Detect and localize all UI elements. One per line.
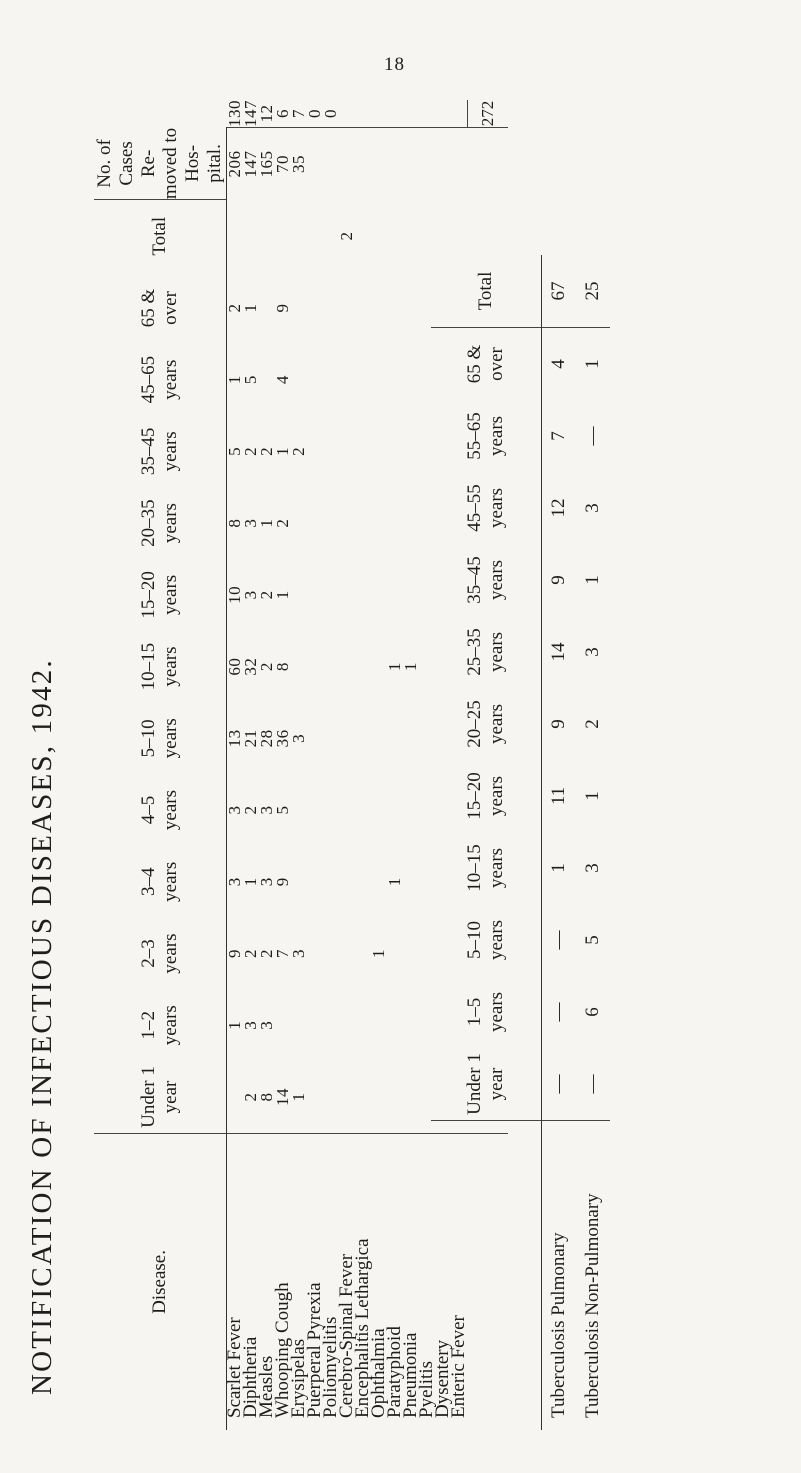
table-cell: 2 — [582, 719, 603, 729]
table-cell: 14 — [548, 642, 569, 662]
table-cell — [371, 128, 387, 200]
table-cell — [323, 416, 339, 488]
table-row — [355, 100, 371, 1430]
table-row — [275, 100, 291, 1430]
rotated-content — [86, 100, 603, 1430]
disease-name: Tuberculosis Pulmonary — [542, 1121, 577, 1431]
table-cell: 70 — [273, 154, 292, 173]
table-cell — [371, 100, 387, 128]
table-row — [387, 100, 403, 1430]
table-cell — [339, 846, 355, 918]
table-cell: 9 — [273, 303, 292, 313]
disease-name: Diphtheria — [243, 1133, 259, 1430]
table-cell — [355, 702, 371, 774]
tb-table-body — [542, 255, 611, 1430]
table-cell: 2 — [241, 446, 260, 456]
table-cell: 1 — [582, 791, 603, 801]
table-cell: 1 — [582, 359, 603, 369]
table-cell: 9 — [225, 949, 244, 959]
table-cell: 4 — [273, 375, 292, 385]
table-cell: 5 — [241, 375, 260, 385]
table-cell: 9 — [273, 877, 292, 887]
table-cell: 1 — [548, 863, 569, 873]
header-2-3: 2–3 years — [94, 918, 227, 990]
tb-header-25-35: 25–35 years — [431, 616, 542, 688]
table-cell: 21 — [241, 729, 260, 748]
table-cell: 3 — [225, 805, 244, 815]
table-cell — [339, 702, 355, 774]
table-cell — [371, 1061, 387, 1133]
table-cell: 206 — [225, 150, 244, 178]
table-cell — [371, 200, 387, 272]
header-65-over: 65 & over — [94, 272, 227, 344]
removed-total: 272 — [468, 100, 509, 128]
table-cell — [387, 100, 403, 128]
disease-name: Puerperal Pyrexia — [307, 1133, 323, 1430]
table-cell — [307, 989, 323, 1061]
table-cell: 3 — [289, 949, 308, 959]
table-cell — [339, 344, 355, 416]
table-cell: 0 — [307, 100, 323, 128]
table-row — [339, 100, 355, 1430]
table-cell: 2 — [273, 518, 292, 528]
table-cell: 60 — [225, 657, 244, 676]
table-cell — [323, 272, 339, 344]
tb-header-65-over: 65 & over — [431, 328, 542, 401]
table-cell — [371, 487, 387, 559]
table-cell — [387, 989, 403, 1061]
disease-name: Encephalitis Lethargica — [355, 1133, 371, 1430]
table-cell — [291, 989, 307, 1061]
table-cell — [451, 100, 468, 128]
table-row — [371, 100, 387, 1430]
table-cell — [371, 272, 387, 344]
table-cell — [403, 487, 419, 559]
table-cell: 7 — [548, 431, 569, 441]
header-under-1: Under 1 year — [94, 1061, 227, 1133]
tb-header-15-20: 15–20 years — [431, 760, 542, 832]
table-cell — [403, 846, 419, 918]
table-cell: 7 — [273, 949, 292, 959]
table-cell: 3 — [582, 503, 603, 513]
table-cell — [307, 344, 323, 416]
disease-name: Ophthalmia — [371, 1133, 387, 1430]
table-cell: — — [582, 1074, 603, 1094]
header-4-5: 4–5 years — [94, 774, 227, 846]
table-cell — [259, 200, 275, 272]
table-cell: 1 — [241, 303, 260, 313]
table-cell: 2 — [241, 1092, 260, 1102]
table-cell: 12 — [259, 100, 275, 128]
table-cell: 3 — [241, 590, 260, 600]
disease-name: Whooping Cough — [275, 1133, 291, 1430]
page-number: 18 — [384, 54, 405, 75]
table-cell — [323, 631, 339, 703]
table-cell: 1 — [241, 877, 260, 887]
table-cell: 4 — [548, 359, 569, 369]
table-cell — [307, 846, 323, 918]
tb-header-45-55: 45–55 years — [431, 472, 542, 544]
table-cell — [307, 1061, 323, 1133]
table-cell: 1 — [289, 1092, 308, 1102]
table-cell: 8 — [225, 518, 244, 528]
table-cell — [387, 200, 403, 272]
table-cell — [275, 989, 291, 1061]
tb-header-5-10: 5–10 years — [431, 904, 542, 976]
table-cell — [403, 1061, 419, 1133]
table-row — [542, 255, 577, 1430]
table-cell — [371, 416, 387, 488]
tb-table — [431, 255, 610, 1430]
table-cell — [371, 559, 387, 631]
table-cell — [323, 344, 339, 416]
disease-name: Measles — [259, 1133, 275, 1430]
table-cell — [339, 272, 355, 344]
table-cell: 1 — [582, 575, 603, 585]
table-cell: 8 — [273, 662, 292, 672]
header-3-4: 3–4 years — [94, 846, 227, 918]
table-cell: 3 — [257, 877, 276, 887]
table-cell — [355, 128, 371, 200]
table-cell — [355, 559, 371, 631]
table-cell: 1 — [385, 662, 404, 672]
table-cell — [339, 128, 355, 200]
table-cell — [387, 702, 403, 774]
table-cell — [419, 100, 435, 128]
table-cell — [291, 272, 307, 344]
table-cell — [403, 989, 419, 1061]
table-cell — [468, 128, 509, 200]
header-45-65: 45–65 years — [94, 344, 227, 416]
table-cell — [387, 416, 403, 488]
header-5-10: 5–10 years — [94, 702, 227, 774]
table-row — [243, 100, 259, 1430]
header-15-20: 15–20 years — [94, 559, 227, 631]
table-cell — [371, 344, 387, 416]
table-cell — [275, 200, 291, 272]
table-cell — [307, 774, 323, 846]
table-cell — [291, 487, 307, 559]
table-cell: 2 — [241, 949, 260, 959]
table-cell — [307, 559, 323, 631]
table-cell — [307, 918, 323, 990]
table-cell — [355, 272, 371, 344]
table-cell: — — [582, 426, 603, 446]
table-cell — [435, 100, 451, 128]
table-cell: 1 — [273, 446, 292, 456]
table-cell — [403, 344, 419, 416]
table-cell: 3 — [257, 1020, 276, 1030]
table-row — [307, 100, 323, 1430]
table-cell: 1 — [225, 375, 244, 385]
table-cell: 1 — [257, 518, 276, 528]
table-cell — [307, 128, 323, 200]
table-cell — [339, 631, 355, 703]
table-cell — [403, 100, 419, 128]
table-cell — [355, 774, 371, 846]
table-cell: 3 — [257, 805, 276, 815]
tb-header-35-45: 35–45 years — [431, 544, 542, 616]
table-row — [403, 100, 419, 1430]
table-cell — [307, 416, 323, 488]
header-1-2: 1–2 years — [94, 989, 227, 1061]
table-cell: 14 — [273, 1088, 292, 1106]
table-cell: 2 — [257, 446, 276, 456]
header-10-15: 10–15 years — [94, 631, 227, 703]
disease-name: Scarlet Fever — [227, 1133, 244, 1430]
table-cell — [339, 774, 355, 846]
page-title: NOTIFICATION OF INFECTIOUS DISEASES, 1942. — [26, 658, 58, 1395]
table-cell: — — [548, 930, 569, 950]
table-cell: 1 — [273, 590, 292, 600]
table-cell — [307, 487, 323, 559]
table-cell — [403, 272, 419, 344]
table-cell — [323, 128, 339, 200]
table-cell: 6 — [275, 100, 291, 128]
disease-name: Tuberculosis Non-Pulmonary — [576, 1121, 610, 1431]
table-cell: 2 — [225, 303, 244, 313]
table-cell: 9 — [548, 575, 569, 585]
table-cell — [355, 989, 371, 1061]
table-cell — [339, 918, 355, 990]
disease-name: Poliomyelitis — [323, 1133, 339, 1430]
table-cell: 2 — [337, 231, 356, 241]
table-cell — [387, 774, 403, 846]
tb-header-1-5: 1–5 years — [431, 976, 542, 1048]
table-cell: 35 — [289, 154, 308, 173]
table-cell — [227, 200, 244, 272]
table-cell — [323, 989, 339, 1061]
table-cell: — — [548, 1074, 569, 1094]
table-cell — [339, 416, 355, 488]
table-cell — [387, 128, 403, 200]
table-cell: 5 — [582, 935, 603, 945]
table-cell: 6 — [582, 1007, 603, 1017]
table-cell — [387, 487, 403, 559]
table-cell: 1 — [401, 662, 420, 672]
header-removed: No. of Cases Re-moved to Hos-pital. — [94, 127, 225, 200]
header-35-45: 35–45 years — [94, 416, 227, 488]
disease-name: Dysentery — [435, 1133, 451, 1430]
table-cell — [435, 128, 451, 200]
table-cell — [355, 631, 371, 703]
table-cell: 165 — [257, 150, 276, 178]
table-cell: 1 — [369, 949, 388, 959]
table-cell — [291, 344, 307, 416]
disease-name: Cerebro-Spinal Fever — [339, 1133, 355, 1430]
main-header-row — [94, 100, 227, 1430]
table-cell — [387, 272, 403, 344]
disease-name: Enteric Fever — [451, 1133, 468, 1430]
table-cell — [339, 487, 355, 559]
table-cell — [371, 989, 387, 1061]
table-cell — [307, 631, 323, 703]
table-cell — [323, 1061, 339, 1133]
tb-header-10-15: 10–15 years — [431, 832, 542, 904]
table-cell: 2 — [289, 446, 308, 456]
table-cell: 28 — [257, 729, 276, 748]
table-cell: 13 — [225, 729, 244, 748]
table-cell: 8 — [257, 1092, 276, 1102]
table-cell: 32 — [241, 657, 260, 676]
table-cell: 12 — [548, 498, 569, 518]
table-cell: 25 — [576, 255, 610, 328]
tb-header-row — [431, 255, 542, 1430]
disease-name: Paratyphoid — [387, 1133, 403, 1430]
disease-name: Pneumonia — [403, 1133, 419, 1430]
table-cell — [371, 774, 387, 846]
table-cell: 1 — [385, 877, 404, 887]
table-cell — [387, 1061, 403, 1133]
table-cell: 0 — [323, 100, 339, 128]
table-cell: 3 — [225, 877, 244, 887]
table-cell: 2 — [257, 590, 276, 600]
table-cell: 130 — [224, 100, 244, 127]
table-cell — [291, 559, 307, 631]
table-cell — [323, 918, 339, 990]
table-row — [291, 100, 307, 1430]
table-cell — [387, 559, 403, 631]
table-cell — [451, 128, 468, 200]
table-cell: 3 — [241, 518, 260, 528]
table-cell — [355, 100, 371, 128]
table-cell: 11 — [548, 786, 569, 806]
tb-header-55-65: 55–65 years — [431, 400, 542, 472]
table-cell: 36 — [273, 729, 292, 748]
table-cell — [403, 128, 419, 200]
table-cell — [339, 989, 355, 1061]
table-cell — [323, 702, 339, 774]
table-cell — [387, 918, 403, 990]
table-cell: 3 — [582, 647, 603, 657]
header-tb-spacer — [431, 1121, 542, 1431]
table-cell — [291, 846, 307, 918]
disease-name: Erysipelas — [291, 1133, 307, 1430]
header-20-35: 20–35 years — [94, 487, 227, 559]
table-row — [323, 100, 339, 1430]
table-cell: 10 — [225, 585, 244, 604]
table-cell — [339, 1061, 355, 1133]
table-cell: 5 — [273, 805, 292, 815]
table-cell — [323, 559, 339, 631]
table-cell — [307, 702, 323, 774]
tb-header-under-1: Under 1 year — [431, 1048, 542, 1121]
table-cell: 2 — [241, 805, 260, 815]
header-total: Total — [94, 200, 227, 272]
table-cell — [403, 559, 419, 631]
table-row — [227, 100, 244, 1430]
table-cell — [339, 100, 355, 128]
table-cell: 3 — [289, 733, 308, 743]
table-cell — [355, 487, 371, 559]
table-row — [259, 100, 275, 1430]
table-cell: 147 — [241, 150, 260, 178]
table-cell: 2 — [257, 949, 276, 959]
table-cell — [307, 272, 323, 344]
table-cell — [387, 344, 403, 416]
table-cell — [403, 702, 419, 774]
tb-header-20-25: 20–25 years — [431, 688, 542, 760]
table-cell — [419, 128, 435, 200]
table-cell: 9 — [548, 719, 569, 729]
table-cell: 7 — [291, 100, 307, 128]
table-cell: 3 — [582, 863, 603, 873]
table-cell — [403, 918, 419, 990]
table-cell: 5 — [225, 446, 244, 456]
table-cell — [243, 200, 259, 272]
table-row — [576, 255, 610, 1430]
table-cell — [355, 846, 371, 918]
tb-header-total: Total — [431, 255, 542, 328]
table-cell: 67 — [542, 255, 577, 328]
table-cell — [291, 631, 307, 703]
table-cell — [323, 487, 339, 559]
table-cell: 147 — [241, 100, 260, 127]
disease-name: Pyelitis — [419, 1133, 435, 1430]
table-cell — [323, 774, 339, 846]
table-cell — [355, 416, 371, 488]
table-cell — [291, 774, 307, 846]
table-cell: 1 — [225, 1020, 244, 1030]
table-cell — [403, 416, 419, 488]
table-cell — [355, 1061, 371, 1133]
table-cell — [291, 200, 307, 272]
table-cell — [307, 200, 323, 272]
table-cell — [403, 774, 419, 846]
table-cell — [323, 846, 339, 918]
table-cell: 3 — [241, 1020, 260, 1030]
table-cell — [371, 702, 387, 774]
table-cell — [403, 200, 419, 272]
table-cell — [339, 559, 355, 631]
header-disease: Disease. — [94, 1133, 227, 1430]
table-cell — [355, 344, 371, 416]
table-cell: — — [548, 1002, 569, 1022]
table-cell: 2 — [257, 662, 276, 672]
table-cell — [355, 200, 371, 272]
